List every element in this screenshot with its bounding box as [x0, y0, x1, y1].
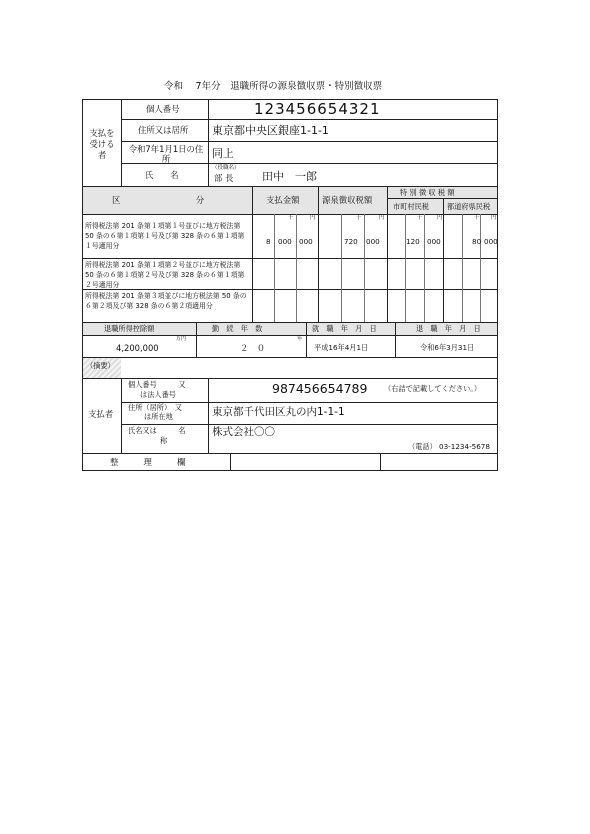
payer-phone: （電話） 03-1234-5678: [408, 442, 490, 451]
name-label: 氏 名: [145, 170, 179, 180]
row-label-2: 所得税法第 201 条第１項第２号並びに地方税法第 50 条の６第１項第２号及び第 328 条の６第１項第２号適用分: [85, 261, 245, 289]
arrangement-label: 整 理 欄: [110, 457, 186, 467]
payer-number-label-1: 個人番号 又: [128, 380, 186, 389]
payer-address: 東京都千代田区丸の内1-1-1: [212, 406, 345, 418]
withholding-yen: 000: [366, 237, 380, 246]
payment-yen-mid: 000: [278, 237, 292, 246]
retire-date-label: 退 職 年 月 日: [416, 324, 481, 333]
number-note: （右詰で記載してください。）: [384, 384, 482, 393]
unit-thousand: 千: [356, 215, 362, 221]
unit-yen: 円: [379, 215, 385, 221]
unit-yen: 円: [437, 215, 443, 221]
unit-thousand: 千: [474, 215, 480, 221]
payment-thousands: 8: [266, 237, 271, 246]
special-tax-header: 特 別 徴 収 税 額: [400, 188, 455, 197]
address-label: 住所又は居所: [138, 125, 189, 135]
category-header: 区 分: [112, 195, 205, 205]
employ-date-label: 就 職 年 月 日: [312, 324, 377, 333]
years-unit: 年: [297, 336, 303, 342]
years-value: ２ ０: [240, 343, 266, 353]
position-note: （役職名）: [212, 165, 240, 171]
payer-name-label-1: 氏名又は 名: [128, 426, 186, 435]
years-label: 勤 続 年 数: [212, 324, 263, 333]
individual-number-value: 123456654321: [254, 100, 381, 118]
unit-yen: 円: [310, 215, 316, 221]
withholding-thousands: 720: [344, 237, 358, 246]
retire-date-value: 令和6年3月31日: [420, 343, 475, 352]
municipal-header: 市町村民税: [393, 202, 429, 211]
prefectural-thousands: 80: [472, 237, 482, 246]
payer-name-label-2: 称: [160, 436, 168, 445]
individual-number-label: 個人番号: [146, 104, 180, 114]
deduction-unit: 万円: [176, 336, 187, 342]
jan1-address-value: 同上: [212, 147, 234, 160]
summary-label: （摘要）: [86, 361, 115, 370]
withholding-header: 源泉徴収税額: [322, 195, 373, 205]
prefectural-yen: 000: [484, 237, 498, 246]
deduction-value: 4,200,000: [116, 343, 159, 353]
form-title: 令和 7年分 退職所得の源泉徴収票・特別徴収票: [164, 81, 383, 92]
jan1-address-label: 令和7年1月1日の住所: [128, 144, 204, 164]
payer-address-label-1: 住所（居所） 又: [128, 403, 182, 412]
payer-address-label-2: は所在地: [144, 412, 173, 421]
unit-thousand: 千: [288, 215, 294, 221]
recipient-section-label: 支払を受ける者: [89, 128, 115, 160]
prefectural-header: 都道府県民税: [447, 202, 491, 211]
deduction-label: 退職所得控除額: [104, 324, 155, 333]
position-value: 部 長: [214, 173, 234, 183]
municipal-thousands: 120: [406, 237, 420, 246]
employ-date-value: 平成16年4月1日: [314, 343, 369, 352]
row-label-1: 所得税法第 201 条第１項第１号並びに地方税法第 50 条の６第１項第１号及び第 328 条の６第１項第１号適用分: [85, 222, 245, 250]
municipal-yen: 000: [427, 237, 441, 246]
recipient-name: 田中 一郎: [262, 170, 317, 183]
unit-thousand: 千: [417, 215, 423, 221]
payment-yen: 000: [299, 237, 313, 246]
row-label-3: 所得税法第 201 条第３項並びに地方税法第 50 条の６第２項及び第 328 条の６第２項適用分: [85, 292, 247, 310]
address-value: 東京都中央区銀座1-1-1: [212, 124, 329, 137]
payment-header: 支払金額: [266, 195, 300, 205]
payer-section-label: 支払者: [88, 409, 114, 419]
unit-yen: 円: [491, 215, 497, 221]
payer-number-label-2: は法人番号: [140, 390, 176, 399]
corporate-number: 987456654789: [272, 381, 368, 396]
payer-name: 株式会社〇〇: [212, 426, 275, 438]
